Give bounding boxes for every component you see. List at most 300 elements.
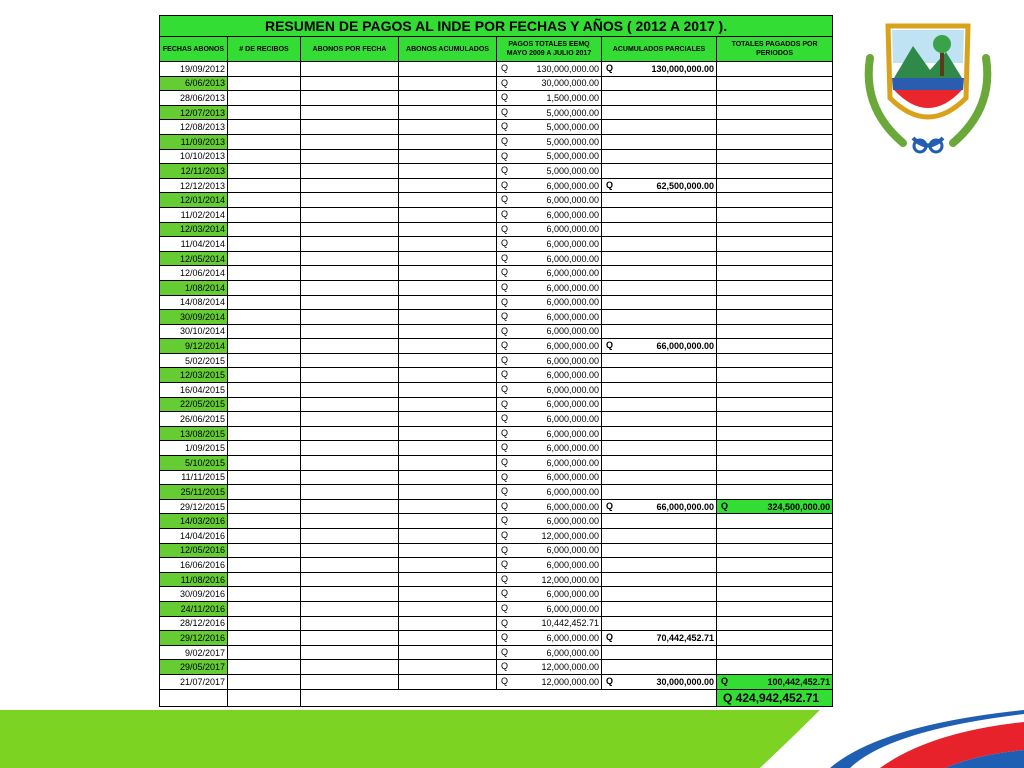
pago-total-cell [497,266,602,281]
pago-total-cell [497,193,602,208]
header-recibos: # DE RECIBOS [228,37,301,62]
recibo-cell [228,529,301,544]
abono-acumulado-cell [399,426,497,441]
pago-amount: 6,000,000.00 [546,384,599,395]
abono-fecha-cell [301,266,399,281]
abono-fecha-cell [301,207,399,222]
date-cell: 12/03/2014 [160,222,228,237]
total-periodo-cell [717,441,833,456]
date-cell: 16/04/2015 [160,383,228,398]
recibo-cell [228,353,301,368]
date-cell: 30/10/2014 [160,324,228,339]
currency-symbol: Q [501,121,509,132]
date-cell: 11/09/2013 [160,134,228,149]
abono-acumulado-cell [399,368,497,383]
table-row [160,164,833,179]
pago-total-cell [497,587,602,602]
currency-symbol: Q [501,77,509,88]
total-periodo-cell [717,616,833,631]
date-cell: 14/03/2016 [160,514,228,529]
total-periodo-cell [717,587,833,602]
total-periodo-cell [717,383,833,398]
total-periodo-cell [717,62,833,77]
abono-acumulado-cell [399,120,497,135]
pago-amount: 6,000,000.00 [546,326,599,337]
table-row [160,149,833,164]
currency-symbol: Q [721,675,729,686]
pago-total-cell [497,601,602,616]
pago-amount: 10,442,452.71 [541,618,599,629]
abono-acumulado-cell [399,558,497,573]
pago-total-cell [497,660,602,675]
currency-symbol: Q [501,194,509,205]
acumulado-parcial-cell [602,193,717,208]
table-row [160,310,833,325]
date-cell: 12/01/2014 [160,193,228,208]
date-cell: 11/02/2014 [160,207,228,222]
acumulado-parcial-cell [602,397,717,412]
date-cell: 12/03/2015 [160,368,228,383]
abono-fecha-cell [301,601,399,616]
table-row [160,674,833,689]
acumulado-parcial-cell [602,426,717,441]
total-periodo-cell [717,631,833,646]
table-row [160,339,833,354]
total-periodo-cell [717,105,833,120]
abono-acumulado-cell [399,412,497,427]
pago-amount: 1,500,000.00 [546,92,599,103]
currency-symbol: Q [501,208,509,219]
pago-amount: 6,000,000.00 [546,589,599,600]
abono-fecha-cell [301,572,399,587]
abono-acumulado-cell [399,207,497,222]
pago-amount: 6,000,000.00 [546,180,599,191]
date-cell: 16/06/2016 [160,558,228,573]
table-row [160,266,833,281]
date-cell: 14/04/2016 [160,529,228,544]
total-periodo-cell [717,91,833,106]
pago-amount: 6,000,000.00 [546,311,599,322]
table-row [160,383,833,398]
acumulado-parcial-cell [602,105,717,120]
date-cell: 10/10/2013 [160,149,228,164]
table-row [160,178,833,193]
table-row [160,543,833,558]
pago-amount: 6,000,000.00 [546,516,599,527]
empty-cell [301,689,717,706]
currency-symbol: Q [501,515,509,526]
currency-symbol: Q [501,646,509,657]
recibo-cell [228,543,301,558]
abono-acumulado-cell [399,339,497,354]
abono-fecha-cell [301,543,399,558]
acumulado-parcial-cell [602,237,717,252]
recibo-cell [228,456,301,471]
pago-amount: 6,000,000.00 [546,632,599,643]
total-periodo-cell [717,645,833,660]
abono-fecha-cell [301,237,399,252]
total-periodo-cell [717,193,833,208]
table-row [160,280,833,295]
abono-fecha-cell [301,164,399,179]
date-cell: 26/06/2015 [160,412,228,427]
pago-total-cell [497,456,602,471]
abono-acumulado-cell [399,295,497,310]
date-cell: 12/06/2014 [160,266,228,281]
date-cell: 5/10/2015 [160,456,228,471]
currency-symbol: Q [606,63,614,73]
total-periodo-cell [717,164,833,179]
recibo-cell [228,295,301,310]
grand-total: Q 424,942,452.71 [717,689,833,706]
total-periodo-cell [717,222,833,237]
pago-amount: 12,000,000.00 [541,574,599,585]
date-cell: 29/05/2017 [160,660,228,675]
parcial-amount: 130,000,000.00 [651,63,714,74]
acumulado-parcial-cell [602,310,717,325]
pago-amount: 6,000,000.00 [546,457,599,468]
date-cell: 12/05/2016 [160,543,228,558]
pago-amount: 6,000,000.00 [546,195,599,206]
acumulado-parcial-cell [602,222,717,237]
table-row [160,105,833,120]
pago-total-cell [497,164,602,179]
date-cell: 1/08/2014 [160,280,228,295]
acumulado-parcial-cell [602,280,717,295]
acumulado-parcial-cell [602,295,717,310]
currency-symbol: Q [606,632,614,643]
date-cell: 12/11/2013 [160,164,228,179]
acumulado-parcial-cell [602,485,717,500]
acumulado-parcial-cell [602,266,717,281]
total-periodo-cell [717,485,833,500]
date-cell: 12/12/2013 [160,178,228,193]
currency-symbol: Q [501,602,509,613]
currency-symbol: Q [501,413,509,424]
table-row [160,91,833,106]
acumulado-parcial-cell [602,368,717,383]
abono-fecha-cell [301,616,399,631]
grand-total-row [160,689,833,706]
currency-symbol: Q [501,457,509,468]
acumulado-parcial-cell [602,324,717,339]
abono-acumulado-cell [399,134,497,149]
abono-acumulado-cell [399,105,497,120]
currency-symbol: Q [501,559,509,570]
table-row [160,76,833,91]
acumulado-parcial-cell [602,91,717,106]
acumulado-parcial-cell [602,353,717,368]
abono-acumulado-cell [399,499,497,514]
currency-symbol: Q [501,238,509,249]
table-row [160,207,833,222]
acumulado-parcial-cell [602,76,717,91]
parcial-amount: 70,442,452.71 [656,632,714,643]
currency-symbol: Q [606,500,614,511]
total-periodo-cell [717,558,833,573]
date-cell: 11/08/2016 [160,572,228,587]
total-periodo-cell [717,295,833,310]
recibo-cell [228,62,301,77]
acumulado-parcial-cell [602,645,717,660]
currency-symbol: Q [501,340,509,351]
pago-amount: 6,000,000.00 [546,268,599,279]
date-cell: 6/06/2013 [160,76,228,91]
empty-cell [160,689,228,706]
currency-symbol: Q [501,573,509,584]
total-periodo-cell [717,499,833,514]
recibo-cell [228,91,301,106]
pago-total-cell [497,251,602,266]
date-cell: 19/09/2012 [160,62,228,77]
recibo-cell [228,412,301,427]
recibo-cell [228,222,301,237]
recibo-cell [228,426,301,441]
total-periodo-cell [717,353,833,368]
date-cell: 9/02/2017 [160,645,228,660]
table-row [160,514,833,529]
table-row [160,368,833,383]
currency-symbol: Q [501,150,509,161]
pago-amount: 6,000,000.00 [546,209,599,220]
abono-acumulado-cell [399,645,497,660]
date-cell: 25/11/2015 [160,485,228,500]
recibo-cell [228,674,301,689]
currency-symbol: Q [501,471,509,482]
date-cell: 29/12/2016 [160,631,228,646]
table-row [160,485,833,500]
abono-acumulado-cell [399,178,497,193]
recibo-cell [228,324,301,339]
pago-amount: 130,000,000.00 [536,63,599,74]
recibo-cell [228,631,301,646]
recibo-cell [228,339,301,354]
acumulado-parcial-cell [602,616,717,631]
abono-fecha-cell [301,251,399,266]
date-cell: 11/11/2015 [160,470,228,485]
abono-fecha-cell [301,397,399,412]
pago-total-cell [497,514,602,529]
table-row [160,251,833,266]
total-periodo-cell [717,76,833,91]
total-periodo-cell [717,324,833,339]
total-periodo-cell [717,339,833,354]
currency-symbol: Q [501,252,509,263]
abono-acumulado-cell [399,572,497,587]
total-periodo-cell [717,368,833,383]
total-periodo-cell [717,251,833,266]
table-row [160,441,833,456]
total-periodo-cell [717,674,833,689]
pago-total-cell [497,237,602,252]
pago-amount: 6,000,000.00 [546,224,599,235]
abono-acumulado-cell [399,280,497,295]
currency-symbol: Q [501,165,509,176]
pago-amount: 6,000,000.00 [546,297,599,308]
pago-amount: 30,000,000.00 [541,78,599,89]
currency-symbol: Q [501,223,509,234]
acumulado-parcial-cell [602,383,717,398]
pago-total-cell [497,397,602,412]
acumulado-parcial-cell [602,164,717,179]
date-cell: 22/05/2015 [160,397,228,412]
abono-fecha-cell [301,412,399,427]
abono-acumulado-cell [399,91,497,106]
pago-total-cell [497,572,602,587]
pago-amount: 6,000,000.00 [546,355,599,366]
table-row [160,601,833,616]
pago-total-cell [497,558,602,573]
abono-fecha-cell [301,587,399,602]
pago-total-cell [497,470,602,485]
abono-acumulado-cell [399,383,497,398]
date-cell: 21/07/2017 [160,674,228,689]
abono-acumulado-cell [399,310,497,325]
currency-symbol: Q [501,486,509,497]
date-cell: 12/07/2013 [160,105,228,120]
pago-amount: 12,000,000.00 [541,662,599,673]
acumulado-parcial-cell [602,339,717,354]
recibo-cell [228,572,301,587]
date-cell: 24/11/2016 [160,601,228,616]
date-cell: 30/09/2014 [160,310,228,325]
pago-amount: 6,000,000.00 [546,370,599,381]
total-periodo-cell [717,529,833,544]
acumulado-parcial-cell [602,674,717,689]
acumulado-parcial-cell [602,499,717,514]
abono-fecha-cell [301,310,399,325]
currency-symbol: Q [501,106,509,117]
header-totales-periodos: TOTALES PAGADOS POR PERIODOS [717,37,833,62]
abono-fecha-cell [301,674,399,689]
currency-symbol: Q [501,500,509,511]
total-periodo-cell [717,207,833,222]
payments-table [159,15,833,707]
pago-total-cell [497,280,602,295]
table-row [160,470,833,485]
header-acumulados-parciales: ACUMULADOS PARCIALES [602,37,717,62]
table-row [160,529,833,544]
table-row [160,456,833,471]
total-periodo-cell [717,456,833,471]
pago-amount: 6,000,000.00 [546,282,599,293]
date-cell: 12/08/2013 [160,120,228,135]
pago-total-cell [497,310,602,325]
abono-acumulado-cell [399,353,497,368]
pago-total-cell [497,631,602,646]
abono-fecha-cell [301,134,399,149]
currency-symbol: Q [606,340,614,351]
acumulado-parcial-cell [602,529,717,544]
table-row [160,353,833,368]
abono-fecha-cell [301,105,399,120]
total-periodo-cell [717,397,833,412]
total-periodo-cell [717,572,833,587]
bottom-decorative-stripes [0,710,1024,768]
header-pagos-totales: PAGOS TOTALES EEMQ MAYO 2009 A JULIO 2017 [497,37,602,62]
currency-symbol: Q [721,500,729,511]
abono-fecha-cell [301,295,399,310]
acumulado-parcial-cell [602,120,717,135]
parcial-amount: 66,000,000.00 [656,341,714,352]
abono-acumulado-cell [399,149,497,164]
acumulado-parcial-cell [602,660,717,675]
abono-fecha-cell [301,62,399,77]
currency-symbol: Q [501,281,509,292]
parcial-amount: 30,000,000.00 [656,676,714,687]
pago-total-cell [497,674,602,689]
abono-acumulado-cell [399,674,497,689]
acumulado-parcial-cell [602,251,717,266]
recibo-cell [228,280,301,295]
total-amount: 100,442,452.71 [767,676,831,687]
date-cell: 12/05/2014 [160,251,228,266]
pago-total-cell [497,178,602,193]
table-row [160,193,833,208]
table-row [160,631,833,646]
pago-total-cell [497,76,602,91]
pago-total-cell [497,485,602,500]
abono-acumulado-cell [399,441,497,456]
abono-fecha-cell [301,529,399,544]
date-cell: 14/08/2014 [160,295,228,310]
pago-total-cell [497,105,602,120]
acumulado-parcial-cell [602,207,717,222]
recibo-cell [228,178,301,193]
abono-fecha-cell [301,660,399,675]
abono-fecha-cell [301,514,399,529]
abono-acumulado-cell [399,324,497,339]
total-periodo-cell [717,470,833,485]
table-row [160,120,833,135]
pago-total-cell [497,426,602,441]
acumulado-parcial-cell [602,514,717,529]
abono-acumulado-cell [399,631,497,646]
date-cell: 1/09/2015 [160,441,228,456]
recibo-cell [228,558,301,573]
total-periodo-cell [717,426,833,441]
pago-amount: 12,000,000.00 [541,530,599,541]
pago-amount: 6,000,000.00 [546,253,599,264]
pago-amount: 6,000,000.00 [546,487,599,498]
total-periodo-cell [717,237,833,252]
pago-amount: 6,000,000.00 [546,545,599,556]
currency-symbol: Q [501,135,509,146]
abono-acumulado-cell [399,164,497,179]
pago-total-cell [497,62,602,77]
acumulado-parcial-cell [602,412,717,427]
abono-fecha-cell [301,456,399,471]
abono-fecha-cell [301,222,399,237]
abono-acumulado-cell [399,587,497,602]
abono-acumulado-cell [399,470,497,485]
recibo-cell [228,120,301,135]
recibo-cell [228,514,301,529]
abono-fecha-cell [301,193,399,208]
abono-acumulado-cell [399,456,497,471]
currency-symbol: Q [501,588,509,599]
acumulado-parcial-cell [602,470,717,485]
currency-symbol: Q [501,632,509,643]
table-row [160,558,833,573]
date-cell: 30/09/2016 [160,587,228,602]
recibo-cell [228,645,301,660]
table-row [160,616,833,631]
pago-amount: 5,000,000.00 [546,136,599,147]
table-row [160,572,833,587]
abono-fecha-cell [301,558,399,573]
currency-symbol: Q [501,63,509,73]
